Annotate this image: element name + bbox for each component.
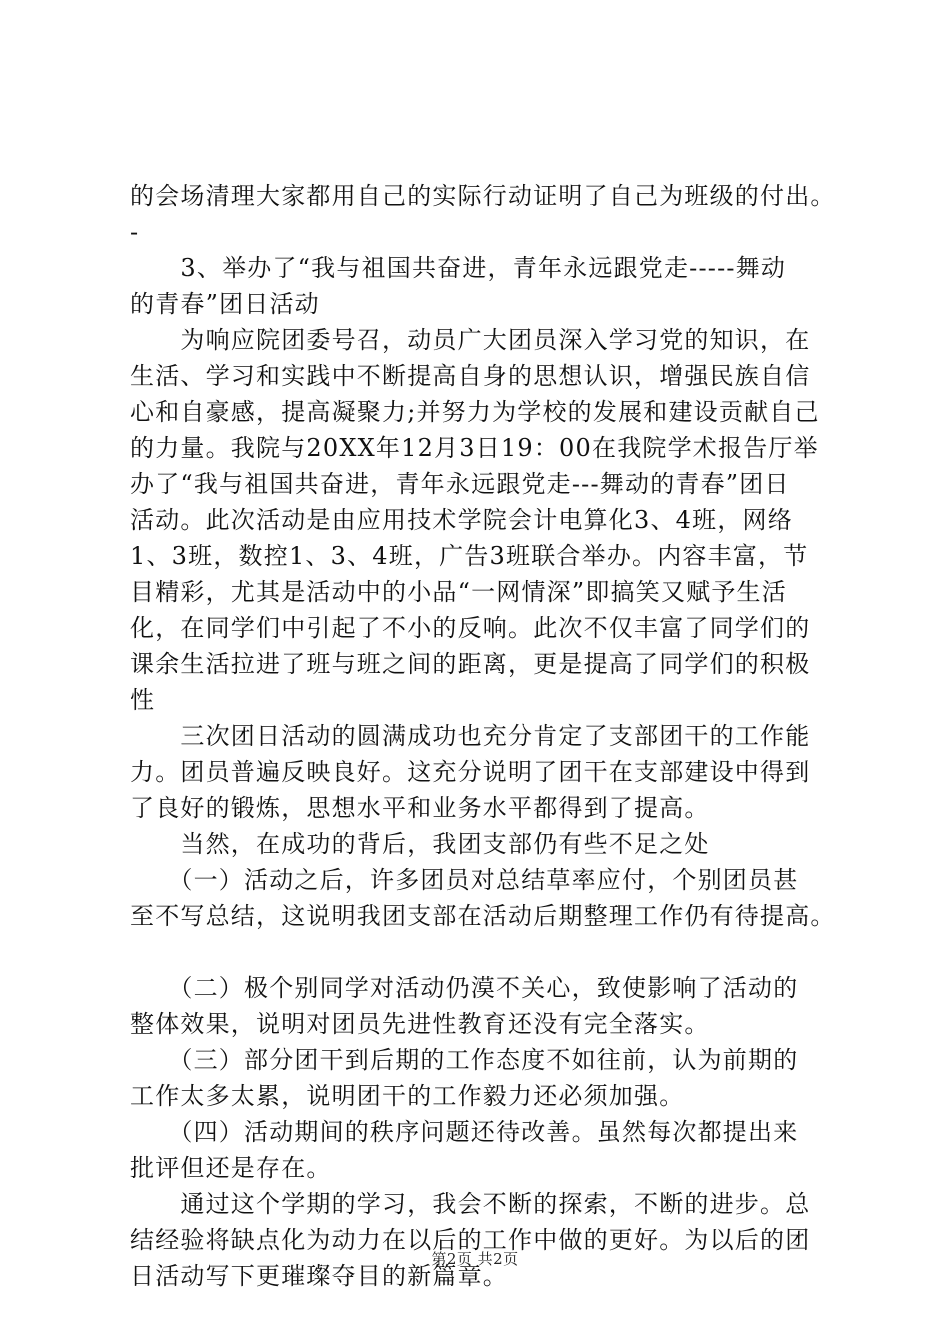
text-line: 的青春”团日活动	[130, 290, 320, 318]
text-line: 办了“我与祖国共奋进，青年永远跟党走---舞动的青春”团日	[130, 470, 790, 498]
text-line: 化，在同学们中引起了不小的反响。此次不仅丰富了同学们的	[130, 614, 811, 642]
text-line: （二）极个别同学对活动仍漠不关心，致使影响了活动的	[130, 974, 799, 1002]
text-line: （一）活动之后，许多团员对总结草率应付，个别团员甚	[130, 866, 799, 894]
text-line: 当然，在成功的背后，我团支部仍有些不足之处	[130, 830, 710, 858]
text-line: 通过这个学期的学习，我会不断的探索，不断的进步。总	[130, 1190, 811, 1218]
text-line: 课余生活拉进了班与班之间的距离，更是提高了同学们的积极	[130, 650, 811, 678]
text-line: 为响应院团委号召，动员广大团员深入学习党的知识，在	[130, 326, 811, 354]
document-body	[130, 178, 838, 1294]
text-line: 结经验将缺点化为动力在以后的工作中做的更好。为以后的团	[130, 1226, 811, 1254]
text-line: 性	[130, 686, 156, 714]
blank-line	[130, 934, 838, 970]
text-line: 三次团日活动的圆满成功也充分肯定了支部团干的工作能	[130, 722, 811, 750]
text-line: 生活、学习和实践中不断提高自身的思想认识，增强民族自信	[130, 362, 811, 390]
text-line: 1、3班，数控1、3、4班，广告3班联合举办。内容丰富，节	[130, 542, 809, 570]
text-line: 了良好的锻炼，思想水平和业务水平都得到了提高。	[130, 794, 710, 822]
text-line: （三）部分团干到后期的工作态度不如往前，认为前期的	[130, 1046, 799, 1074]
text-line: 心和自豪感，提高凝聚力;并努力为学校的发展和建设贡献自己	[130, 398, 820, 426]
text-line: 整体效果，说明对团员先进性教育还没有完全落实。	[130, 1010, 710, 1038]
text-line: 3、举办了“我与祖国共奋进，青年永远跟党走-----舞动	[130, 254, 787, 282]
text-line: （四）活动期间的秩序问题还待改善。虽然每次都提出来	[130, 1118, 799, 1146]
text-line: -	[130, 218, 140, 246]
text-line: 的力量。我院与20XX年12月3日19：00在我院学术报告厅举	[130, 434, 819, 462]
text-line: 日活动写下更璀璨夺目的新篇章。	[130, 1262, 508, 1290]
page-number-footer: 第2页 共2页	[431, 1250, 519, 1268]
text-line: 至不写总结，这说明我团支部在活动后期整理工作仍有待提高。	[130, 902, 836, 930]
text-line: 力。团员普遍反映良好。这充分说明了团干在支部建设中得到	[130, 758, 811, 786]
text-line: 工作太多太累，说明团干的工作毅力还必须加强。	[130, 1082, 685, 1110]
text-line: 目精彩，尤其是活动中的小品“一网情深”即搞笑又赋予生活	[130, 578, 787, 606]
text-line: 批评但还是存在。	[130, 1154, 332, 1182]
text-line: 的会场清理大家都用自己的实际行动证明了自己为班级的付出。	[130, 182, 836, 210]
text-line: 活动。此次活动是由应用技术学院会计电算化3、4班，网络	[130, 506, 793, 534]
